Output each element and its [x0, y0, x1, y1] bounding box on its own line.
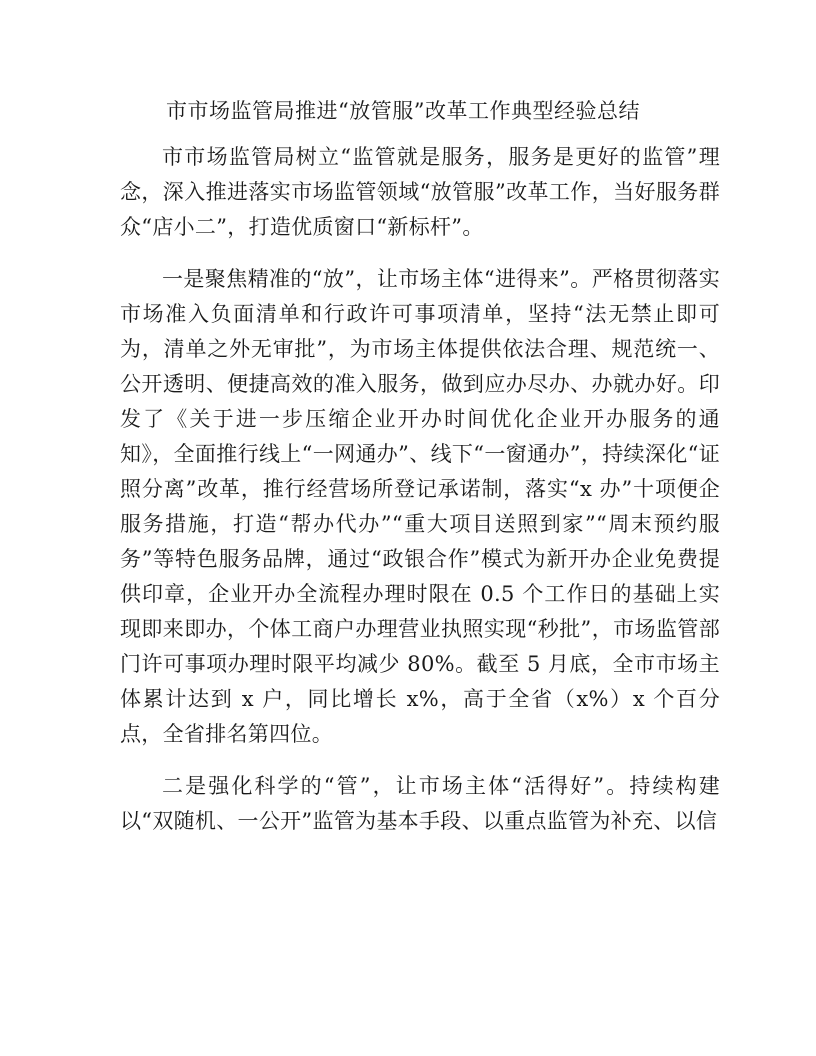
- intro-paragraph: 市市场监管局树立“监管就是服务，服务是更好的监管”理念，深入推进落实市场监管领域“放管服”改革工作，当好服务群众“店小二”，打造优质窗口“新标杆”。: [120, 145, 720, 239]
- section-fang-paragraph: 一是聚焦精准的“放”，让市场主体“进得来”。严格贯彻落实市场准入负面清单和行政许可事项清单，坚持“法无禁止即可为，清单之外无审批”，为市场主体提供依法合理、规范统一、公开透明、便捷高效的准入服务，做到应办尽办、办就办好。印发了《关于进一步压缩企业开办时间优化企业开办服务的通知》，全面推行线上“一网通办”、线下“一窗通办”，持续深化“证照分离”改革，推行经营场所登记承诺制，落实“x 办”十项便企服务措施，打造“帮办代办”“重大项目送照到家”“周末预约服务”等特色服务品牌，通过“政银合作”模式为新开办企业免费提供印章，企业开办全流程办理时限在 0.5 个工作日的基础上实现即来即办，个体工商户办理营业执照实现“秒批”，市场监管部门许可事项办理时限平均减少 80%。截至 5 月底，全市市场主体累计达到 x 户，同比增长 x%，高于全省（x%）x 个百分点，全省排名第四位。: [120, 267, 720, 746]
- document-title: 市市场监管局推进“放管服”改革工作典型经验总结: [166, 99, 640, 123]
- section-guan-paragraph: 二是强化科学的“管”，让市场主体“活得好”。持续构建以“双随机、一公开”监管为基本手段、以重点监管为补充、以信: [120, 774, 720, 833]
- document-page: [120, 94, 720, 839]
